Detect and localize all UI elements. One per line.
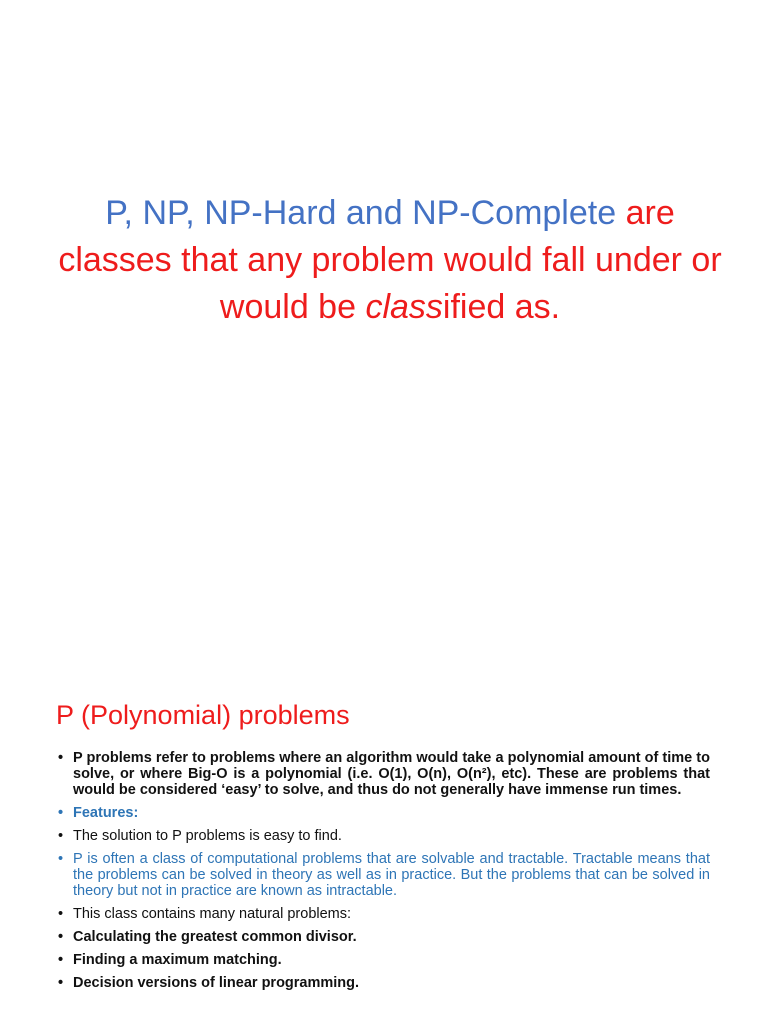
slide-2 <box>0 680 768 1024</box>
title-end-text: ified as. <box>442 288 561 326</box>
slide-title <box>50 190 730 331</box>
bullet-max-matching: • Finding a maximum matching. <box>56 952 710 968</box>
title-classes-list: P, NP, NP-Hard and NP-Complete <box>105 194 617 232</box>
bullet-easy-solution: • The solution to P problems is easy to find. <box>56 828 710 844</box>
bullet-tractable: • P is often a class of computational problems that are solvable and tractable. Tractable means that the problems can be solved in theory as well as in practice. But the problems that can be solved in theory but not in practice are known as intractable. <box>56 851 710 899</box>
bullet-linear-programming: • Decision versions of linear programming. <box>56 975 710 991</box>
bullet-gcd: • Calculating the greatest common divisor. <box>56 929 710 945</box>
title-middle-text: are classes that any problem would fall under or would be <box>58 194 722 326</box>
slide-heading: P (Polynomial) problems <box>56 700 350 730</box>
title-italic-word: class <box>365 288 443 326</box>
bullet-natural-problems: • This class contains many natural problems: <box>56 906 710 922</box>
bullet-features: • Features: <box>56 805 710 821</box>
bullet-definition: • P problems refer to problems where an algorithm would take a polynomial amount of time to solve, or where Big-O is a polynomial (i.e. O(1), O(n), O(n²), etc). These are problems that would be considered ‘easy’ to solve, and thus do not generally have immense run times. <box>56 750 710 798</box>
bullet-list <box>56 750 710 998</box>
